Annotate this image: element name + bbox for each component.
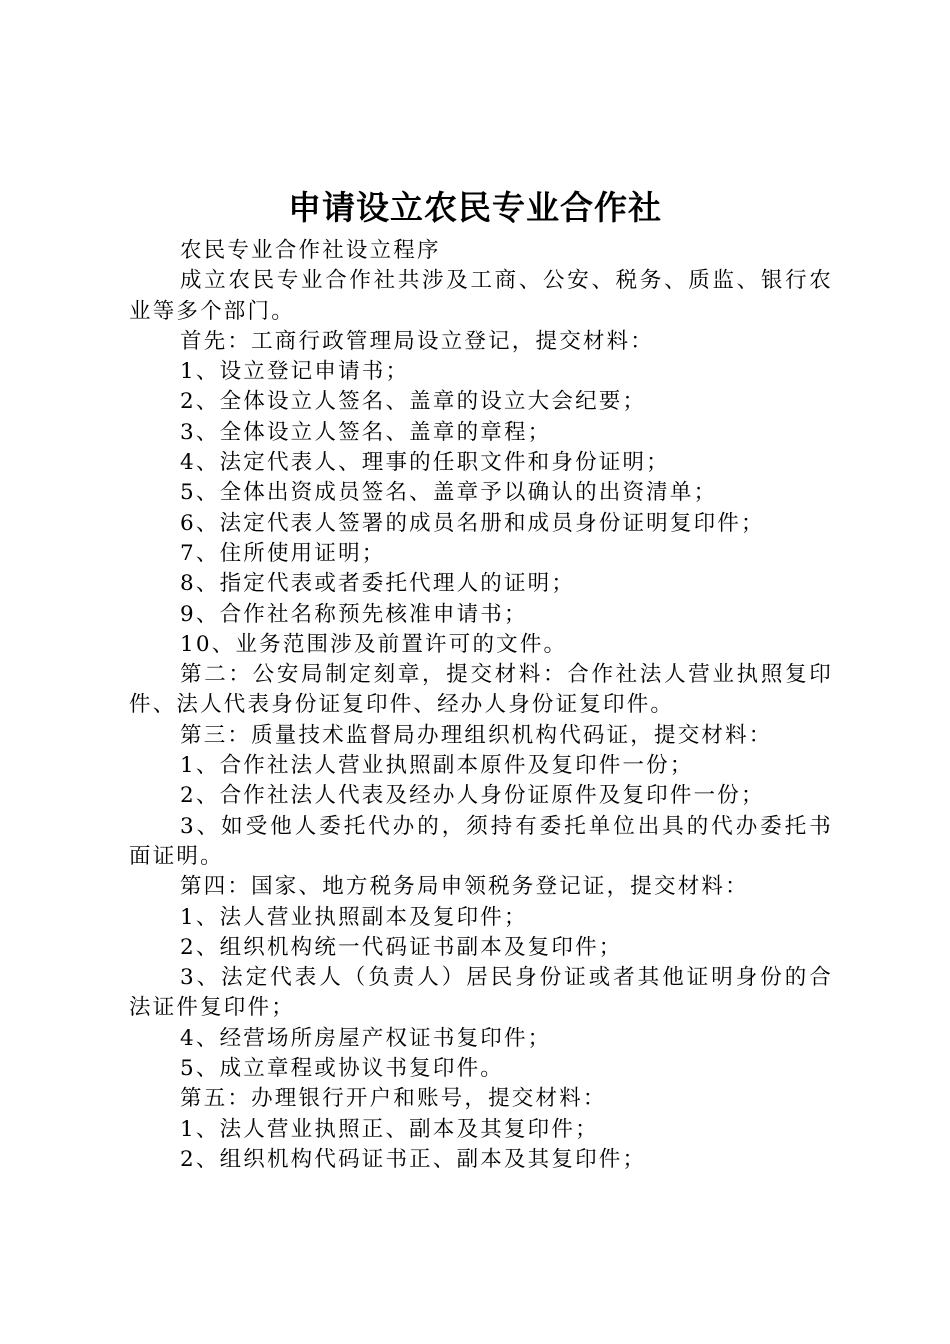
paragraph-heading: 农民专业合作社设立程序 [180, 238, 441, 263]
list-item: 3、法定代表人（负责人）居民身份证或者其他证明身份的合法证件复印件； [129, 965, 833, 1021]
list-item: 1、法人营业执照正、副本及其复印件； [180, 1116, 599, 1142]
list-item: 3、全体设立人签名、盖章的章程； [180, 419, 552, 445]
list-item: 6、法定代表人签署的成员名册和成员身份证明复印件； [180, 510, 765, 536]
list-item: 10、业务范围涉及前置许可的文件。 [180, 631, 568, 657]
list-item: 1、合作社法人营业执照副本原件及复印件一份； [180, 753, 694, 779]
section-heading-5: 第五：办理银行开户和账号，提交材料： [180, 1086, 607, 1112]
list-item: 2、合作社法人代表及经办人身份证原件及复印件一份； [180, 783, 765, 809]
list-item: 8、指定代表或者委托代理人的证明； [180, 571, 576, 597]
list-item: 1、设立登记申请书； [180, 359, 410, 385]
list-item: 2、组织机构统一代码证书副本及复印件； [180, 934, 623, 960]
list-item: 9、合作社名称预先核准申请书； [180, 601, 528, 627]
list-item: 3、如受他人委托代办的，须持有委托单位出具的代办委托书面证明。 [129, 813, 833, 869]
list-item: 4、经营场所房屋产权证书复印件； [180, 1025, 552, 1051]
document-title: 申请设立农民专业合作社 [288, 188, 662, 227]
list-item: 5、成立章程或协议书复印件。 [180, 1056, 504, 1082]
document-body [129, 236, 833, 1175]
section-heading-4: 第四：国家、地方税务局申领税务登记证，提交材料： [180, 874, 749, 900]
list-item: 4、法定代表人、理事的任职文件和身份证明； [180, 450, 670, 476]
list-item: 5、全体出资成员签名、盖章予以确认的出资清单； [180, 480, 718, 506]
list-item: 1、法人营业执照副本及复印件； [180, 904, 528, 930]
paragraph-intro: 成立农民专业合作社共涉及工商、公安、税务、质监、银行农业等多个部门。 [129, 268, 833, 324]
section-heading-1: 首先：工商行政管理局设立登记，提交材料： [180, 328, 655, 354]
list-item: 2、组织机构代码证书正、副本及其复印件； [180, 1146, 647, 1172]
section-heading-3: 第三：质量技术监督局办理组织机构代码证，提交材料： [180, 722, 773, 748]
list-item: 2、全体设立人签名、盖章的设立大会纪要； [180, 389, 647, 415]
list-item: 7、住所使用证明； [180, 540, 386, 566]
section-heading-2: 第二：公安局制定刻章，提交材料：合作社法人营业执照复印件、法人代表身份证复印件、经办人身份证复印件。 [129, 662, 833, 718]
